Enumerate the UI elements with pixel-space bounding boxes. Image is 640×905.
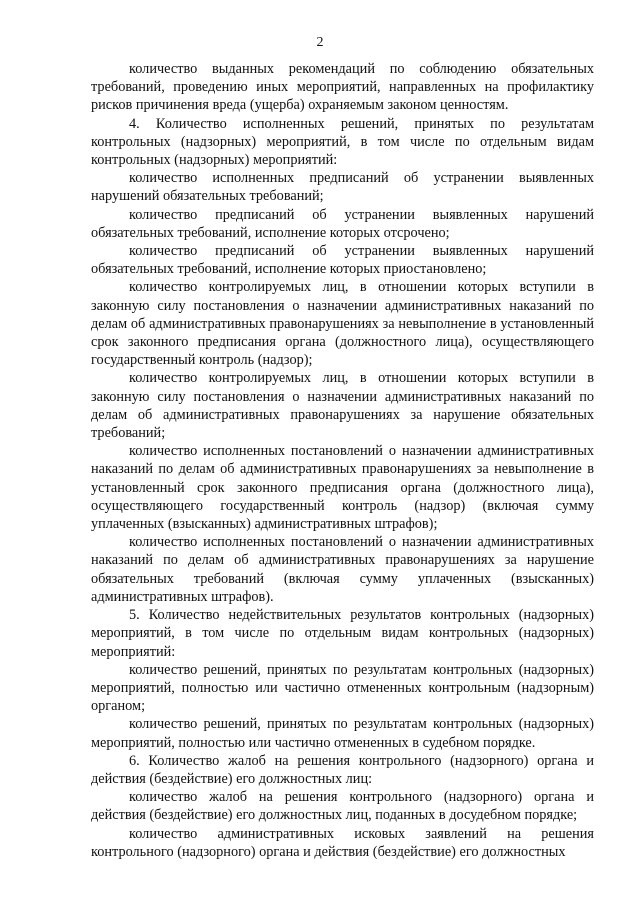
document-body [91, 60, 594, 861]
paragraph: количество предписаний об устранении выявленных нарушений обязательных требований, исполнение которых отсрочено; [91, 206, 594, 241]
paragraph: количество выданных рекомендаций по соблюдению обязательных требований, проведению иных мероприятий, направленных на профилактику рисков причинения вреда (ущерба) охраняемым законом ценностям. [91, 61, 594, 114]
paragraph: количество исполненных предписаний об устранении выявленных нарушений обязательных требований; [91, 170, 594, 205]
paragraph: количество контролируемых лиц, в отношении которых вступили в законную силу постановления о назначении административных наказаний по делам об административных правонарушениях за нарушение обязательных требований; [91, 370, 594, 442]
paragraph: количество исполненных постановлений о назначении административных наказаний по делам об административных правонарушениях за невыполнение в установленный срок законного предписания органа (должностного лица), осуществляющего государственный контроль (надзор) (включая сумму уплаченных (взысканных) административных штрафов); [91, 443, 594, 533]
paragraph: количество решений, принятых по результатам контрольных (надзорных) мероприятий, полностью или частично отмененных контрольным (надзорным) органом; [91, 661, 594, 715]
paragraph: количество административных исковых заявлений на решения контрольного (надзорного) органа и действия (бездействие) его должностных [91, 825, 594, 860]
paragraph: количество решений, принятых по результатам контрольных (надзорных) мероприятий, полностью или частично отмененных в судебном порядке. [91, 716, 594, 751]
paragraph: 4. Количество исполненных решений, принятых по результатам контрольных (надзорных) мероприятий, в том числе по отдельным видам контрольных (надзорных) мероприятий: [91, 115, 594, 169]
paragraph: 6. Количество жалоб на решения контрольного (надзорного) органа и действия (бездействие) его должностных лиц: [91, 752, 594, 787]
paragraph: количество контролируемых лиц, в отношении которых вступили в законную силу постановления о назначении административных наказаний по делам об административных правонарушениях за невыполнение в установленный срок законного предписания органа (должностного лица), осуществляющего государственный контроль (надзор); [91, 279, 594, 369]
paragraph: количество предписаний об устранении выявленных нарушений обязательных требований, исполнение которых приостановлено; [91, 243, 594, 278]
paragraph: количество жалоб на решения контрольного (надзорного) органа и действия (бездействие) его должностных лиц, поданных в досудебном порядке; [91, 789, 594, 824]
paragraph: количество исполненных постановлений о назначении административных наказаний по делам об административных правонарушениях за нарушение обязательных требований (включая сумму уплаченных (взысканных) административных штрафов). [91, 534, 594, 605]
page-number: 2 [316, 35, 324, 50]
paragraph: 5. Количество недействительных результатов контрольных (надзорных) мероприятий, в том числе по отдельным видам контрольных (надзорных) мероприятий: [91, 607, 594, 660]
